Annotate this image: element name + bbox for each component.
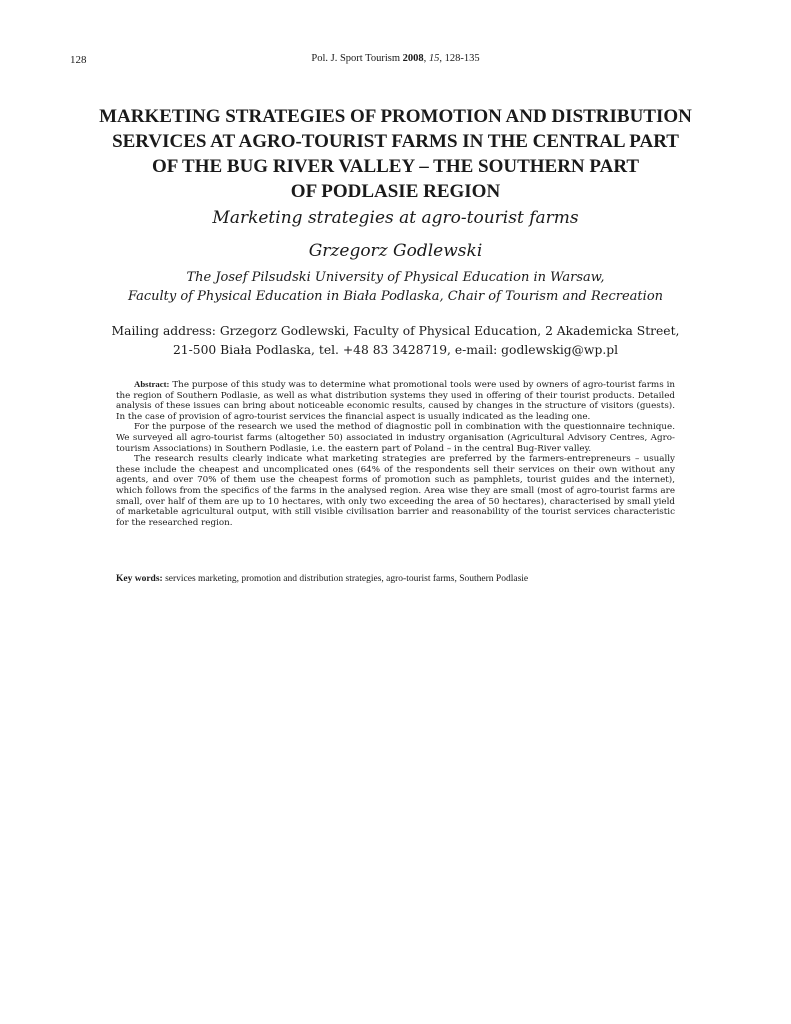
affiliation	[0, 268, 791, 306]
title-line: OF PODLASIE REGION	[290, 181, 501, 202]
abstract-paragraph: The research results clearly indicate what marketing strategies are preferred by the farmers-entrepreneurs – usually these include the cheapest and uncomplicated ones (64% of the respondents sell their services on their own without any agents, and over 70% of them use the cheapest forms of promotion such as pamphlets, tourist guides and the internet), which follows from the specifics of the farms in the analysed region. Area wise they are small (most of agro-tourist farms are small, over half of them are up to 10 hectares, with only two exceeding the area of 50 hectares), characterised by small yield of marketable agricultural output, with still visible civilisation barrier and reasonability of the tourist services characteristic for the researched region.	[116, 454, 675, 528]
mailing-address	[0, 322, 791, 360]
title-line: MARKETING STRATEGIES OF PROMOTION AND DISTRIBUTION	[99, 106, 692, 127]
title-line: OF THE BUG RIVER VALLEY – THE SOUTHERN PART	[151, 156, 640, 177]
abstract-paragraph	[116, 379, 675, 422]
abstract	[116, 379, 675, 528]
title-line: SERVICES AT AGRO-TOURIST FARMS IN THE CENTRAL PART	[112, 131, 679, 152]
abstract-label: Abstract:	[134, 379, 170, 389]
abstract-text: The purpose of this study was to determine what promotional tools were used by owners of agro-tourist farms in the region of Southern Podlasie, as well as what distribution systems they used in offering of their tourist products. Detailed analysis of these issues can bring about noticeable economic results, caused by changes in the structure of visitors (guests). In the case of provision of agro-tourist services the financial aspect is usually indicated as the leading one.	[116, 380, 675, 422]
mailing-line: 21-500 Biała Podlaska, tel. +48 83 3428719, e-mail: godlewskig@wp.pl	[172, 343, 619, 357]
keywords-label: Key words:	[116, 574, 163, 584]
page-number: 128	[70, 54, 87, 66]
journal-reference: Pol. J. Sport Tourism 2008, 15, 128-135	[311, 53, 480, 64]
keywords	[116, 574, 675, 584]
affiliation-line: The Josef Pilsudski University of Physical Education in Warsaw,	[186, 270, 605, 285]
author-name: Grzegorz Godlewski	[308, 241, 483, 261]
keywords-text: services marketing, promotion and distribution strategies, agro-tourist farms, Southern Podlasie	[162, 574, 529, 584]
paper-title	[60, 104, 731, 204]
journal-year: 2008	[402, 53, 424, 64]
mailing-line: Mailing address: Grzegorz Godlewski, Faculty of Physical Education, 2 Akademicka Street,	[111, 324, 680, 338]
affiliation-line: Faculty of Physical Education in Biała Podlaska, Chair of Tourism and Recreation	[127, 289, 664, 304]
journal-volume: 15	[428, 53, 440, 64]
running-title: Marketing strategies at agro-tourist farms	[212, 208, 579, 228]
abstract-paragraph: For the purpose of the research we used the method of diagnostic poll in combination with the questionnaire technique. We surveyed all agro-tourist farms (altogether 50) associated in industry organisation (Agricultural Advisory Centres, Agro-tourism Associations) in Southern Podlasie, i.e. the eastern part of Poland – in the central Bug-River valley.	[116, 422, 675, 454]
journal-pages: , 128-135	[439, 53, 480, 64]
journal-name: Pol. J. Sport Tourism	[311, 53, 400, 64]
